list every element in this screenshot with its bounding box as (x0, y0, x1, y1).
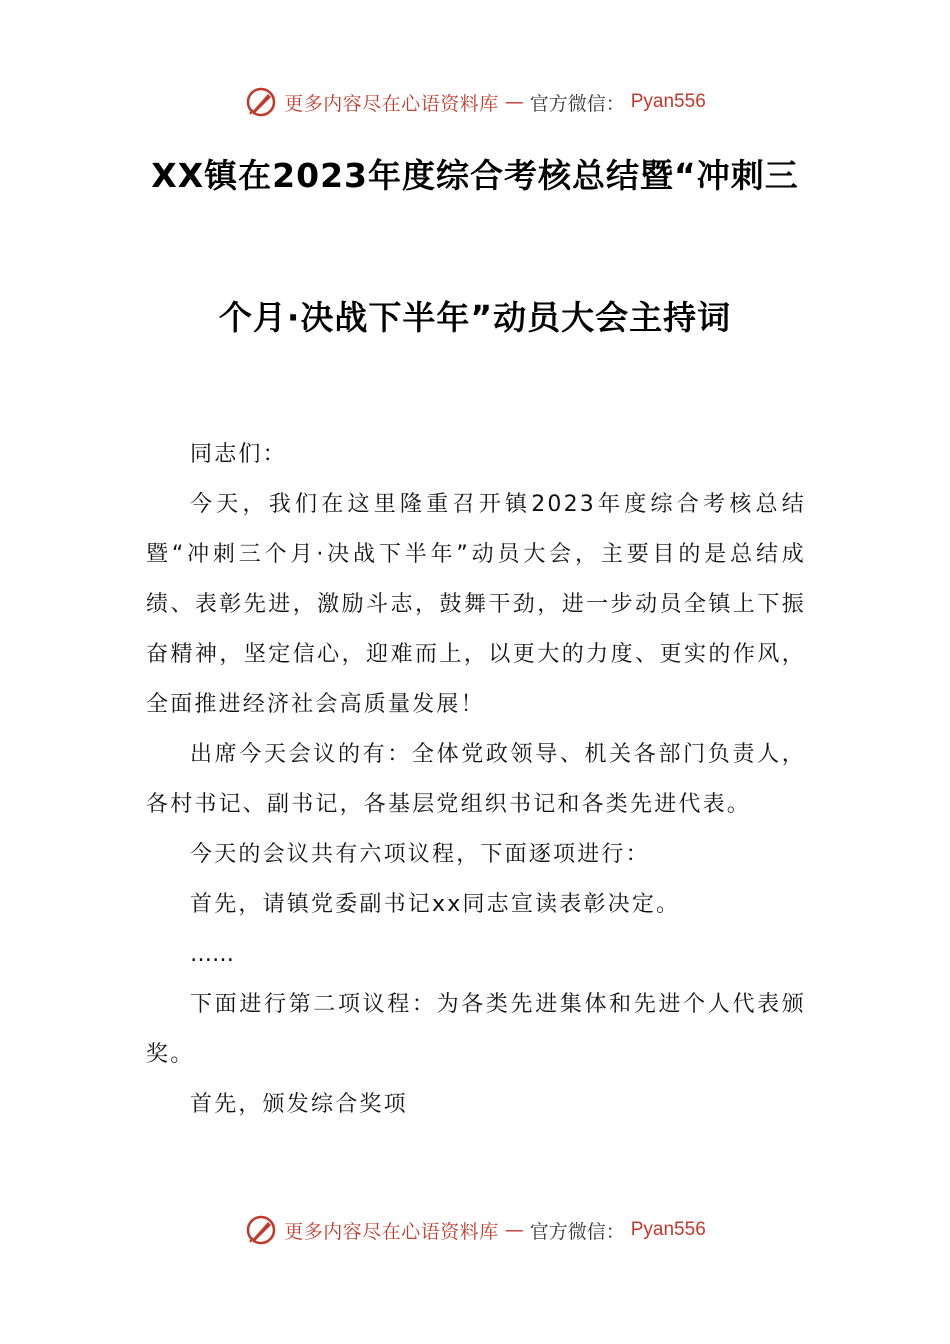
body-paragraph-attendees: 出席今天会议的有：全体党政领导、机关各部门负责人，各村书记、副书记，各基层党组织书记和各类先进代表。 (146, 742, 806, 817)
ellipsis: …… (190, 942, 234, 967)
watermark-site-text: 更多内容尽在心语资料库 (284, 92, 499, 115)
document-body (146, 430, 806, 1130)
watermark-wechat-id: Pyan556 (630, 1219, 706, 1240)
watermark-wechat-label: 官方微信： (529, 92, 625, 115)
header-watermark (0, 82, 950, 122)
watermark-wechat-label: 官方微信： (529, 1220, 625, 1243)
body-paragraph-awards: 首先，颁发综合奖项 (190, 1092, 408, 1117)
body-paragraph-agenda: 今天的会议共有六项议程，下面逐项进行： (190, 842, 650, 867)
quill-logo-icon (244, 85, 278, 119)
watermark-dash: — (504, 91, 524, 113)
footer-watermark (0, 1210, 950, 1250)
watermark-dash: — (504, 1219, 524, 1241)
watermark-site-text: 更多内容尽在心语资料库 (284, 1220, 499, 1243)
body-paragraph-second-item: 下面进行第二项议程：为各类先进集体和先进个人代表颁奖。 (146, 992, 806, 1067)
body-paragraph-purpose: 今天，我们在这里隆重召开镇2023年度综合考核总结暨“冲刺三个月·决战下半年”动员大会，主要目的是总结成绩、表彰先进，激励斗志，鼓舞干劲，进一步动员全镇上下振奋精神，坚定信心，迎难而上，以更大的力度、更实的作风，全面推进经济社会高质量发展！ (146, 492, 806, 717)
watermark-wechat-id: Pyan556 (630, 91, 706, 112)
body-paragraph-first-item: 首先，请镇党委副书记xx同志宣读表彰决定。 (190, 892, 681, 917)
salutation: 同志们： (190, 442, 287, 467)
quill-logo-icon (244, 1213, 278, 1247)
document-title-line-1: XX镇在2023年度综合考核总结暨“冲刺三 (151, 156, 799, 195)
document-title-line-2: 个月·决战下半年”动员大会主持词 (218, 298, 732, 337)
